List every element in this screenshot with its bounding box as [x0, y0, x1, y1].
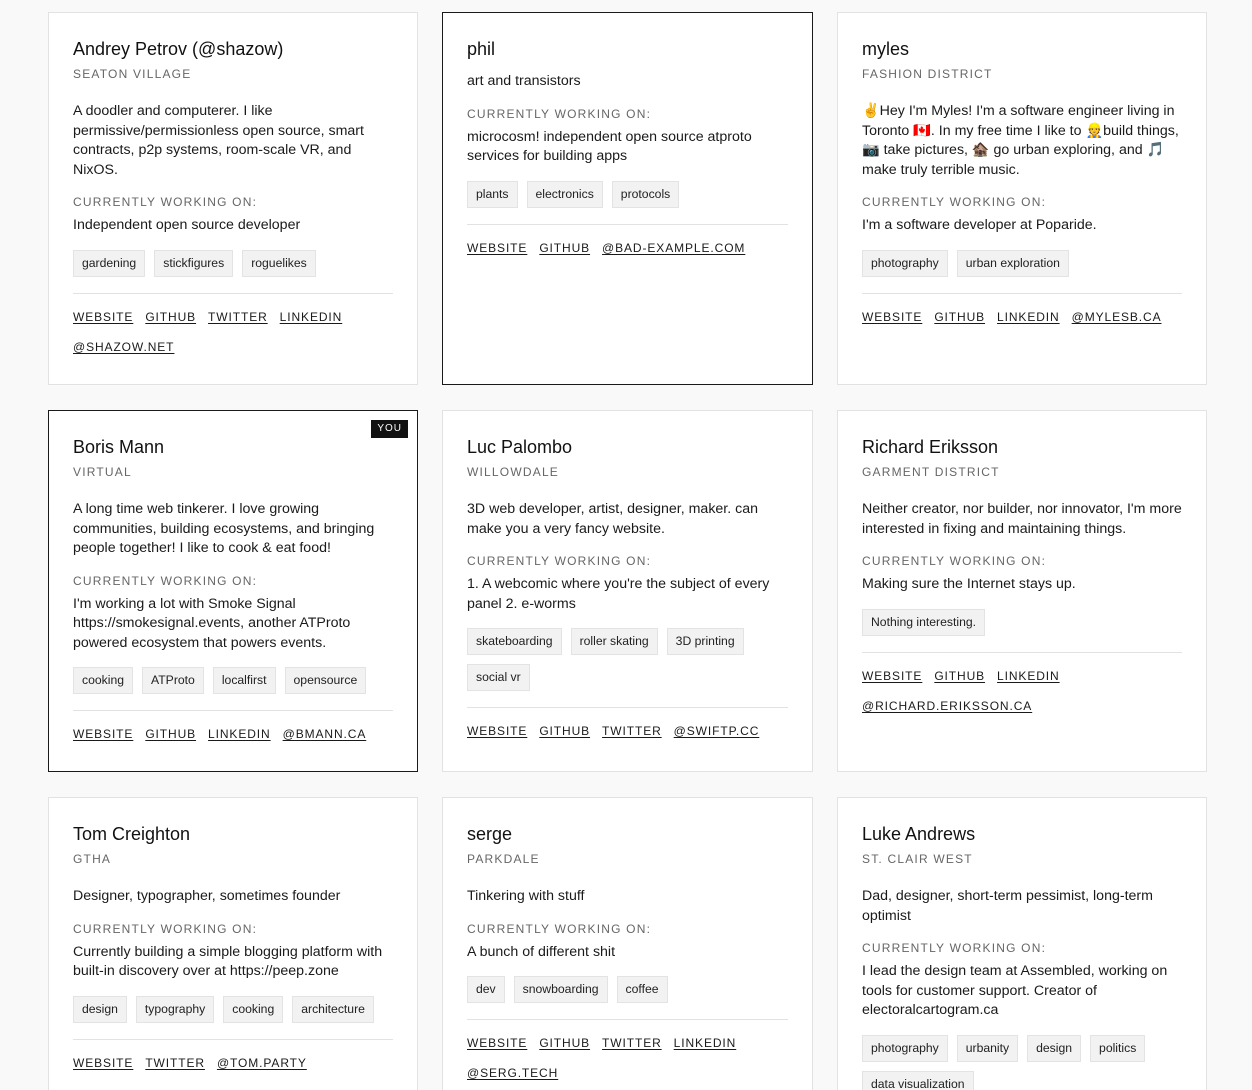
working-on-label: CURRENTLY WORKING ON:	[862, 195, 1047, 209]
working-on-label: CURRENTLY WORKING ON:	[467, 554, 652, 568]
profile-bio: A doodler and computerer. I like permissive/permissionless open source, smart contracts, p2p systems, room-scale VR, and NixOS.	[73, 103, 364, 178]
profile-card[interactable]	[48, 797, 418, 1090]
divider	[467, 707, 788, 708]
github-link[interactable]: GITHUB	[145, 309, 197, 324]
profile-bio: Designer, typographer, sometimes founder	[73, 888, 341, 904]
tag: ATProto	[142, 667, 204, 694]
working-on-text: microcosm! independent open source atproto services for building apps	[467, 128, 752, 164]
working-on-text: I'm a software developer at Poparide.	[862, 217, 1097, 233]
working-on-text: Making sure the Internet stays up.	[862, 576, 1076, 592]
twitter-link[interactable]: TWITTER	[145, 1055, 205, 1070]
handle-link[interactable]: @SHAZOW.NET	[73, 339, 175, 354]
profile-name: Luke Andrews	[862, 824, 976, 844]
working-on-text: A bunch of different shit	[467, 943, 616, 960]
working-on-label: CURRENTLY WORKING ON:	[467, 921, 652, 936]
profile-name: Richard Eriksson	[862, 437, 999, 457]
divider	[73, 293, 393, 294]
handle-link[interactable]: @SWIFTP.CC	[673, 724, 760, 738]
linkedin-link[interactable]: LINKEDIN	[673, 1036, 737, 1050]
tag: photography	[862, 250, 948, 277]
profile-name: myles	[862, 39, 910, 59]
link-list	[862, 308, 1182, 326]
tag: opensource	[285, 667, 367, 694]
profile-bio: Neither creator, nor builder, nor innovator, I'm more interested in fixing and maintaining things.	[862, 501, 1182, 537]
tag: stickfigures	[154, 250, 233, 277]
github-link[interactable]: GITHUB	[539, 240, 591, 255]
tag: urban exploration	[957, 250, 1069, 277]
link-list	[862, 667, 1182, 715]
tag: photography	[862, 1035, 948, 1062]
divider	[73, 710, 393, 711]
working-on-label: CURRENTLY WORKING ON:	[862, 554, 1047, 568]
twitter-link[interactable]: TWITTER	[208, 309, 268, 324]
divider	[862, 652, 1182, 653]
profile-name: Andrey Petrov (@shazow)	[73, 39, 284, 59]
handle-link[interactable]: @BAD-EXAMPLE.COM	[602, 240, 746, 255]
tag-list	[73, 250, 393, 277]
linkedin-link[interactable]: LINKEDIN	[208, 727, 271, 741]
tag: politics	[1090, 1035, 1145, 1062]
profile-location: PARKDALE	[467, 852, 540, 866]
tag: electronics	[527, 181, 603, 208]
profile-location: ST. CLAIR WEST	[862, 852, 973, 866]
tag-list	[467, 628, 788, 691]
profile-card[interactable]	[48, 12, 418, 385]
profile-card[interactable]	[837, 410, 1207, 772]
tag: roller skating	[571, 628, 658, 655]
profile-bio: art and transistors	[467, 73, 581, 89]
tag: gardening	[73, 250, 145, 277]
divider	[467, 224, 788, 225]
tag: roguelikes	[242, 250, 316, 277]
profile-card[interactable]	[442, 12, 813, 385]
tag: typography	[136, 996, 214, 1023]
tag: data visualization	[862, 1071, 974, 1090]
profile-card[interactable]	[442, 797, 813, 1090]
working-on-text: Independent open source developer	[73, 217, 301, 233]
handle-link[interactable]: @BMANN.CA	[282, 727, 367, 741]
divider	[73, 1039, 393, 1040]
working-on-label: CURRENTLY WORKING ON:	[467, 106, 652, 121]
divider	[467, 1019, 788, 1020]
website-link[interactable]: WEBSITE	[862, 309, 923, 324]
tag: social vr	[467, 664, 530, 691]
tag-list	[862, 250, 1182, 277]
profile-card[interactable]	[442, 410, 813, 772]
website-link[interactable]: WEBSITE	[73, 1055, 134, 1070]
github-link[interactable]: GITHUB	[934, 668, 986, 683]
profile-name: Boris Mann	[73, 437, 165, 457]
handle-link[interactable]: @SERG.TECH	[467, 1066, 559, 1080]
tag: protocols	[612, 181, 679, 208]
working-on-label: CURRENTLY WORKING ON:	[73, 195, 258, 209]
tag: design	[1027, 1035, 1081, 1062]
link-list	[73, 725, 393, 743]
linkedin-link[interactable]: LINKEDIN	[279, 309, 343, 324]
profile-name: Tom Creighton	[73, 824, 191, 844]
website-link[interactable]: WEBSITE	[73, 309, 134, 324]
tag: snowboarding	[514, 976, 608, 1003]
handle-link[interactable]: @RICHARD.ERIKSSON.CA	[862, 698, 1033, 713]
link-list	[467, 722, 788, 740]
profile-bio: 3D web developer, artist, designer, maker. can make you a very fancy website.	[467, 501, 759, 537]
working-on-label: CURRENTLY WORKING ON:	[73, 573, 258, 588]
profile-name: phil	[467, 39, 496, 59]
tag-list	[467, 976, 788, 1003]
profile-name: serge	[467, 824, 513, 844]
github-link[interactable]: GITHUB	[539, 1036, 591, 1050]
working-on-text: I lead the design team at Assembled, working on tools for customer support. Creator of electoralcartogram.ca	[862, 963, 1168, 1018]
tag: architecture	[292, 996, 374, 1023]
working-on-text: I'm working a lot with Smoke Signal https://smokesignal.events, another ATProto powered ecosystem that powers events.	[73, 595, 351, 651]
profile-bio: A long time web tinkerer. I love growing communities, building ecosystems, and bringing people together! I like to cook & eat food!	[73, 501, 375, 556]
website-link[interactable]: WEBSITE	[862, 668, 923, 683]
working-on-text: 1. A webcomic where you're the subject of every panel 2. e-worms	[467, 576, 770, 612]
website-link[interactable]: WEBSITE	[467, 1036, 528, 1050]
github-link[interactable]: GITHUB	[145, 727, 197, 741]
tag-list	[467, 181, 788, 208]
profile-card[interactable]	[837, 12, 1207, 385]
twitter-link[interactable]: TWITTER	[602, 1036, 662, 1050]
github-link[interactable]: GITHUB	[539, 724, 591, 738]
handle-link[interactable]: @MYLESB.CA	[1071, 309, 1162, 324]
profile-location: SEATON VILLAGE	[73, 67, 192, 81]
website-link[interactable]: WEBSITE	[73, 727, 134, 741]
working-on-label: CURRENTLY WORKING ON:	[862, 941, 1047, 955]
profile-bio: Dad, designer, short-term pessimist, long-term optimist	[862, 888, 1153, 924]
tag: plants	[467, 181, 518, 208]
tag-list	[73, 667, 393, 694]
linkedin-link[interactable]: LINKEDIN	[997, 668, 1060, 683]
tag: design	[73, 996, 127, 1023]
profile-location: VIRTUAL	[73, 465, 132, 479]
profile-location: FASHION DISTRICT	[862, 67, 993, 81]
profile-location: GARMENT DISTRICT	[862, 465, 1000, 479]
tag: Nothing interesting.	[862, 609, 985, 636]
tag: coffee	[617, 976, 668, 1003]
profile-location: GTHA	[73, 852, 112, 866]
working-on-text: Currently building a simple blogging platform with built-in discovery over at https://peep.zone	[73, 943, 383, 979]
profile-location: WILLOWDALE	[467, 465, 560, 479]
link-list	[73, 1054, 393, 1072]
profile-name: Luc Palombo	[467, 437, 573, 457]
tag-list	[862, 1035, 1182, 1090]
tag: localfirst	[213, 667, 276, 694]
github-link[interactable]: GITHUB	[934, 309, 986, 324]
profile-bio: Tinkering with stuff	[467, 888, 585, 904]
twitter-link[interactable]: TWITTER	[602, 724, 662, 738]
handle-link[interactable]: @TOM.PARTY	[216, 1055, 307, 1070]
tag: 3D printing	[667, 628, 744, 655]
profile-card[interactable]	[837, 797, 1207, 1090]
tag-list	[862, 609, 1182, 636]
tag: dev	[467, 976, 505, 1003]
tag: urbanity	[957, 1035, 1018, 1062]
link-list	[467, 239, 788, 257]
link-list	[73, 308, 393, 356]
profile-card[interactable]	[48, 410, 418, 772]
tag-list	[73, 996, 393, 1023]
you-badge: YOU	[371, 420, 408, 438]
website-link[interactable]: WEBSITE	[467, 240, 528, 255]
link-list	[467, 1034, 788, 1082]
profile-bio: ✌️Hey I'm Myles! I'm a software engineer living in Toronto 🇨🇦. In my free time I like to 👷build things, 📷 take pictures, 🏚️ go urban exploring, and 🎵 make truly terrible music.	[862, 103, 1179, 178]
website-link[interactable]: WEBSITE	[467, 724, 528, 738]
profiles-grid	[48, 12, 1207, 1090]
tag: cooking	[223, 996, 283, 1023]
divider	[862, 293, 1182, 294]
working-on-label: CURRENTLY WORKING ON:	[73, 921, 258, 936]
tag: cooking	[73, 667, 133, 694]
linkedin-link[interactable]: LINKEDIN	[997, 309, 1060, 324]
tag: skateboarding	[467, 628, 562, 655]
